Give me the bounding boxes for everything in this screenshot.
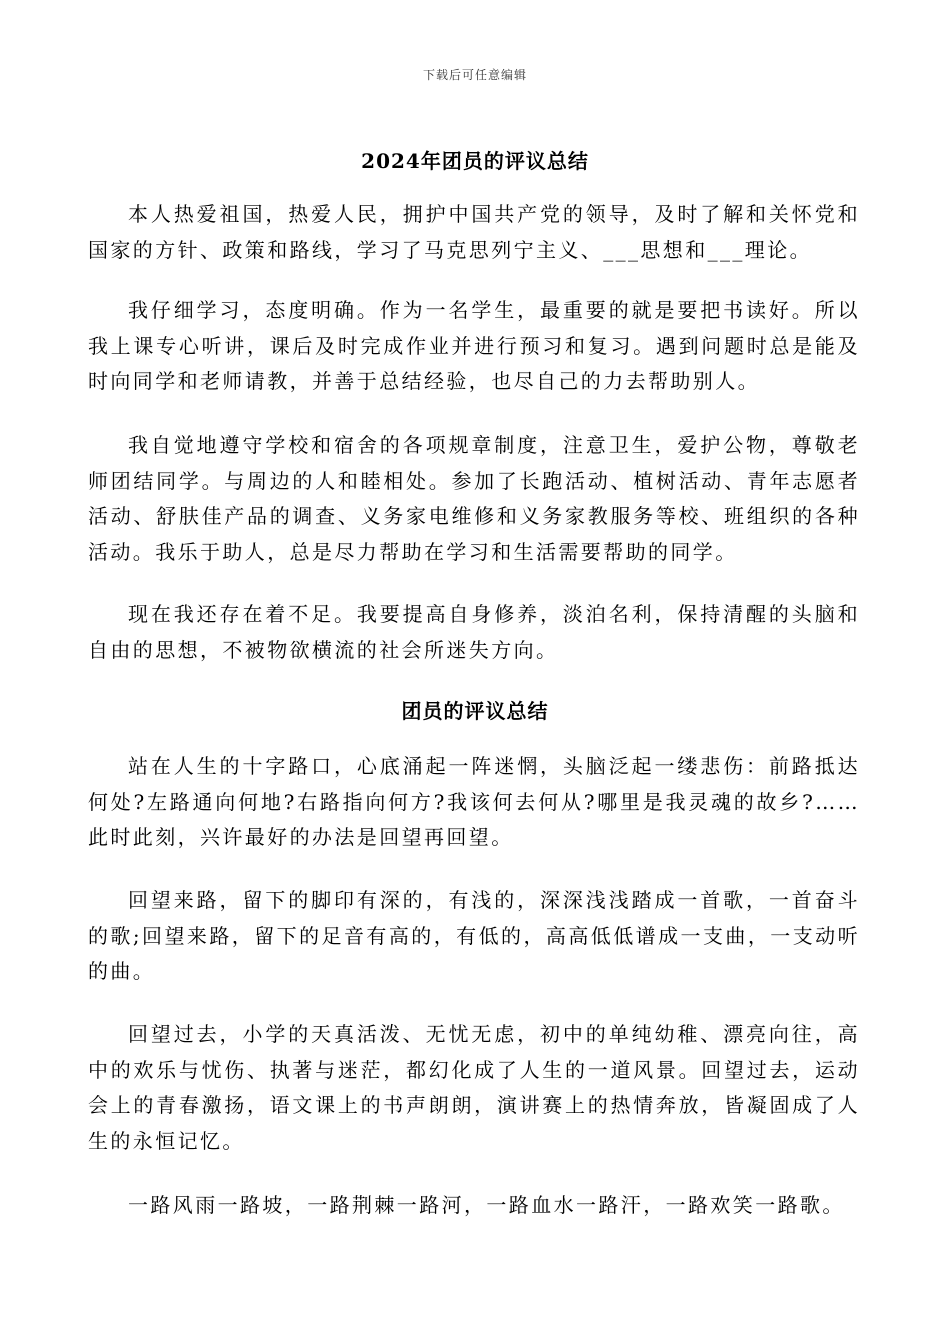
header-note: 下载后可任意编辑 bbox=[422, 68, 527, 82]
paragraph: 现在我还存在着不足。我要提高自身修养，淡泊名利，保持清醒的头脑和自由的思想，不被物欲横流的社会所迷失方向。 bbox=[88, 602, 860, 662]
paragraph: 回望过去，小学的天真活泼、无忧无虑，初中的单纯幼稚、漂亮向往，高中的欢乐与忧伤、执著与迷茫，都幻化成了人生的一道风景。回望过去，运动会上的青春激扬，语文课上的书声朗朗，演讲赛上的热情奔放，皆凝固成了人生的永恒记忆。 bbox=[88, 1022, 860, 1153]
paragraph: 回望来路，留下的脚印有深的，有浅的，深深浅浅踏成一首歌，一首奋斗的歌;回望来路，留下的足音有高的，有低的，高高低低谱成一支曲，一支动听的曲。 bbox=[88, 888, 860, 983]
paragraph: 我自觉地遵守学校和宿舍的各项规章制度，注意卫生，爱护公物，尊敬老师团结同学。与周边的人和睦相处。参加了长跑活动、植树活动、青年志愿者活动、舒肤佳产品的调查、义务家电维修和义务家教服务等校、班组织的各种活动。我乐于助人，总是尽力帮助在学习和生活需要帮助的同学。 bbox=[88, 433, 860, 564]
paragraph: 本人热爱祖国，热爱人民，拥护中国共产党的领导，及时了解和关怀党和国家的方针、政策和路线，学习了马克思列宁主义、___思想和___理论。 bbox=[88, 202, 860, 262]
section-title-1: 2024年团员的评议总结 bbox=[361, 149, 589, 173]
paragraph: 我仔细学习，态度明确。作为一名学生，最重要的就是要把书读好。所以我上课专心听讲，课后及时完成作业并进行预习和复习。遇到问题时总是能及时向同学和老师请教，并善于总结经验，也尽自己的力去帮助别人。 bbox=[88, 298, 860, 393]
paragraph: 一路风雨一路坡，一路荆棘一路河，一路血水一路汗，一路欢笑一路歌。 bbox=[128, 1193, 845, 1217]
section-title-2: 团员的评议总结 bbox=[401, 699, 549, 723]
paragraph: 站在人生的十字路口，心底涌起一阵迷惘，头脑泛起一缕悲伤：前路抵达何处?左路通向何地?右路指向何方?我该何去何从?哪里是我灵魂的故乡?……此时此刻，兴许最好的办法是回望再回望。 bbox=[88, 754, 860, 849]
